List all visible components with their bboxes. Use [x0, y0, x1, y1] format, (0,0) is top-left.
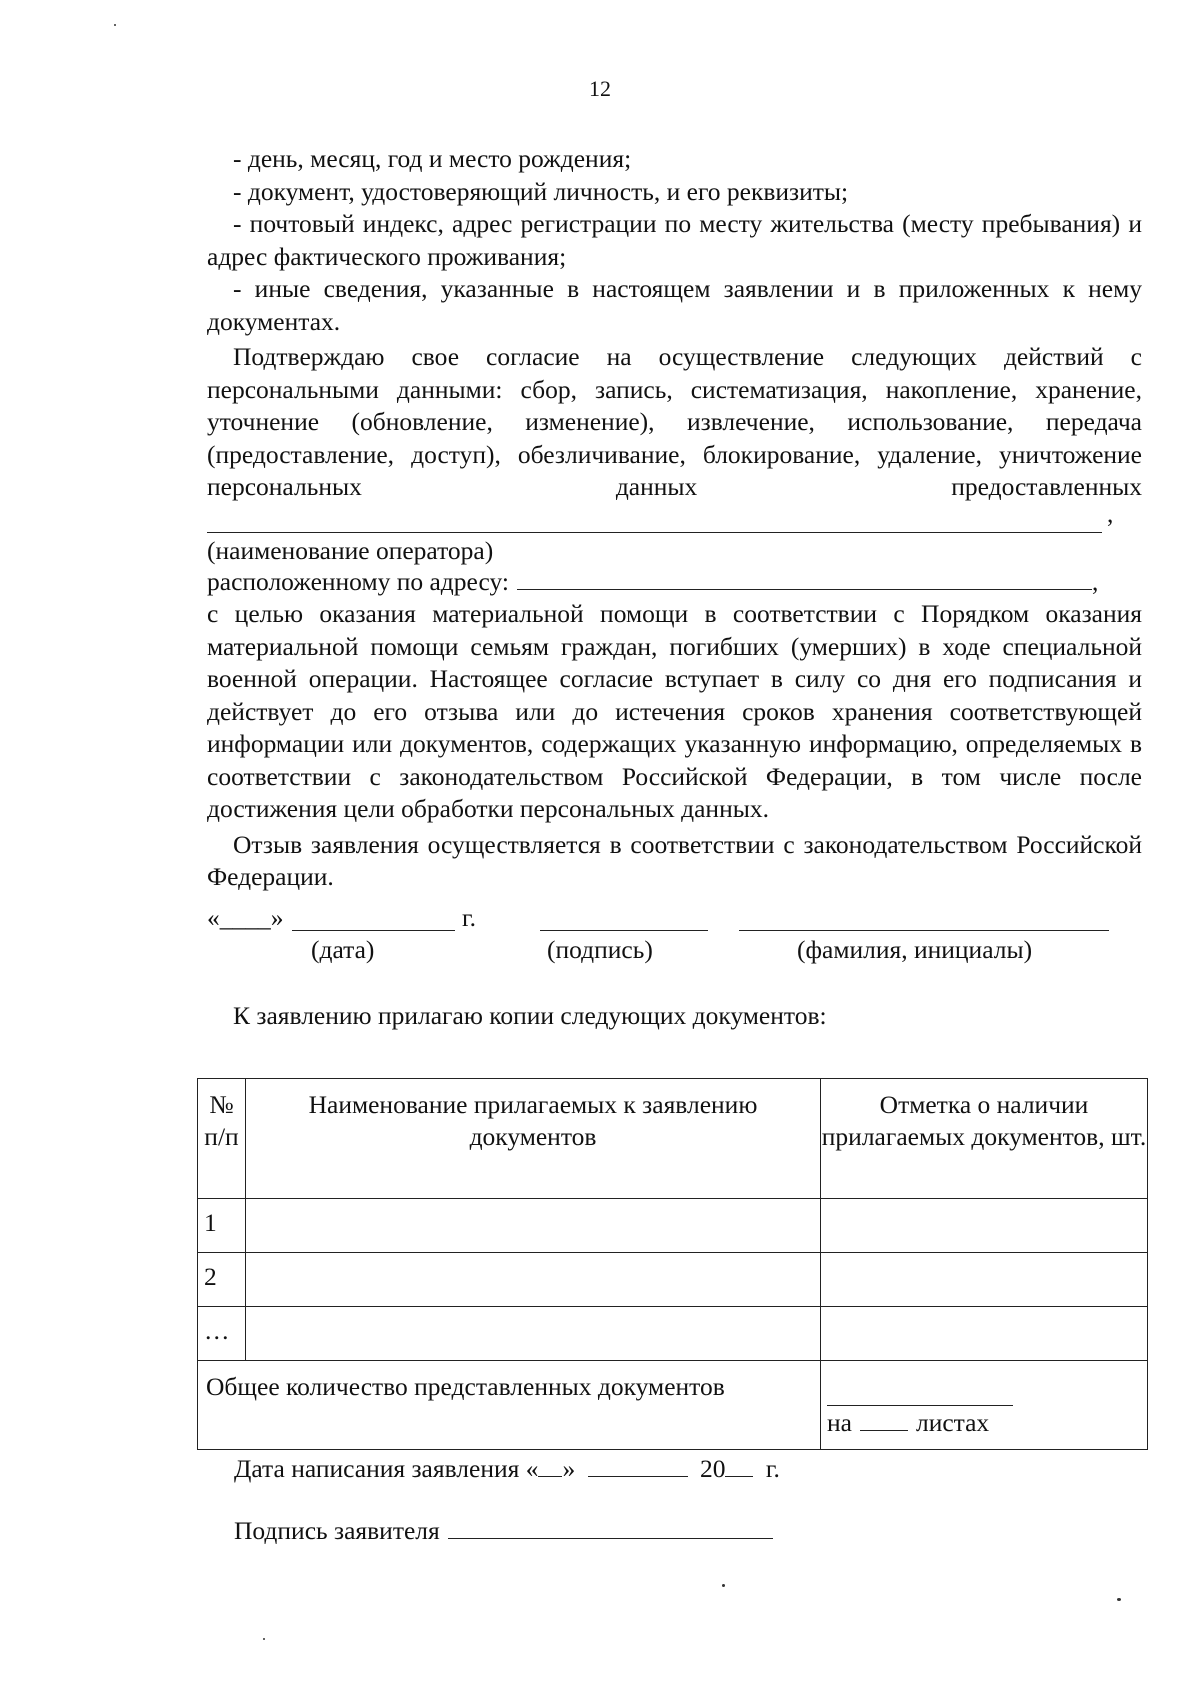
applicant-signature-line	[234, 1515, 773, 1547]
purpose-paragraph: с целью оказания материальной помощи в соответствии с Порядком оказания материальной помощи семьям граждан, погибших (умерших) в ходе специальной военной операции. Настоящее согласие вступает в силу со дня его подписания и действует до его отзыва или до истечения сроков хранения соответствующей информации или документов, содержащих указанную информацию, определяемых в соответствии с законодательством Российской Федерации, в том числе после достижения цели обработки персональных данных.	[207, 599, 1142, 823]
application-date-label: Дата написания заявления «	[234, 1454, 539, 1483]
application-month-field[interactable]	[588, 1454, 688, 1477]
application-year-suffix: г.	[765, 1454, 780, 1483]
application-day-field[interactable]	[538, 1454, 562, 1477]
table-row	[198, 1253, 1148, 1307]
operator-comma: ,	[1107, 498, 1114, 528]
total-sheets-line	[827, 1407, 989, 1439]
year-suffix: г.	[462, 902, 476, 932]
date-caption: (дата)	[311, 934, 375, 964]
row-mark-cell[interactable]	[821, 1253, 1148, 1307]
attachments-table	[197, 1078, 1148, 1450]
sheets-count-field[interactable]	[860, 1408, 908, 1431]
row-number: …	[198, 1307, 246, 1361]
address-comma: ,	[1091, 566, 1099, 596]
list-item: - иные сведения, указанные в настоящем заявлении и в приложенных к нему документах.	[207, 274, 1142, 336]
document-body	[207, 143, 1142, 1032]
header-num: № п/п	[198, 1079, 246, 1199]
row-number: 1	[198, 1199, 246, 1253]
signature-caption: (подпись)	[547, 934, 653, 964]
total-count-field[interactable]	[827, 1405, 1013, 1406]
consent-paragraph: Подтверждаю свое согласие на осуществление следующих действий с персональными данными: сбор, запись, систематизация, накопление, хранение, уточнение (обновление, изменение), извлечение, использование, передача (предоставление, доступ), обезличивание, блокирование, удаление, уничтожение персональных данных предоставленных	[207, 342, 1142, 501]
table-row	[198, 1307, 1148, 1361]
date-day-field[interactable]: «____»	[207, 902, 284, 932]
page-number: 12	[589, 76, 611, 101]
address-field[interactable]	[517, 567, 1092, 590]
address-line	[207, 566, 1142, 599]
row-name-cell[interactable]	[246, 1199, 821, 1253]
list-item: - день, месяц, год и место рождения;	[233, 144, 632, 173]
total-sheets-label: листах	[915, 1408, 990, 1437]
address-label: расположенному по адресу:	[207, 566, 509, 596]
revocation-paragraph: Отзыв заявления осуществляется в соответствии с законодательством Российской Федерации.	[207, 829, 1142, 891]
row-mark-cell[interactable]	[821, 1199, 1148, 1253]
scan-speck	[263, 1638, 265, 1640]
date-month-field[interactable]	[292, 902, 455, 931]
list-item: - почтовый индекс, адрес регистрации по месту жительства (месту пребывания) и адрес фактического проживания;	[207, 209, 1142, 271]
operator-caption: (наименование оператора)	[207, 535, 494, 565]
application-year-field[interactable]	[725, 1454, 753, 1477]
table-total-row	[198, 1361, 1148, 1450]
total-label: Общее количество представленных документов	[198, 1361, 821, 1450]
scan-speck	[1117, 1598, 1121, 1601]
application-date-close: »	[562, 1454, 576, 1483]
table-header-row	[198, 1079, 1148, 1199]
signature-block	[207, 902, 1142, 1022]
header-mark: Отметка о наличии прилагаемых документов, шт.	[821, 1079, 1148, 1199]
scan-speck	[114, 24, 116, 26]
operator-name-field[interactable]	[207, 498, 1142, 536]
list-item: - документ, удостоверяющий личность, и его реквизиты;	[233, 176, 849, 206]
attachments-intro: К заявлению прилагаю копии следующих документов:	[233, 1000, 827, 1030]
header-name: Наименование прилагаемых к заявлению документов	[246, 1079, 821, 1199]
application-date-line	[234, 1453, 780, 1485]
signature-field[interactable]	[540, 902, 708, 931]
row-mark-cell[interactable]	[821, 1307, 1148, 1361]
applicant-signature-label: Подпись заявителя	[234, 1516, 440, 1545]
row-name-cell[interactable]	[246, 1253, 821, 1307]
operator-underline	[207, 532, 1102, 533]
table-row	[198, 1199, 1148, 1253]
total-value-cell	[821, 1361, 1148, 1450]
name-caption: (фамилия, инициалы)	[797, 934, 1033, 964]
name-field[interactable]	[739, 902, 1109, 931]
row-number: 2	[198, 1253, 246, 1307]
row-name-cell[interactable]	[246, 1307, 821, 1361]
application-year-prefix: 20	[699, 1454, 726, 1483]
scan-speck	[722, 1584, 725, 1587]
applicant-signature-field[interactable]	[448, 1516, 773, 1539]
total-na-label: на	[827, 1408, 852, 1437]
